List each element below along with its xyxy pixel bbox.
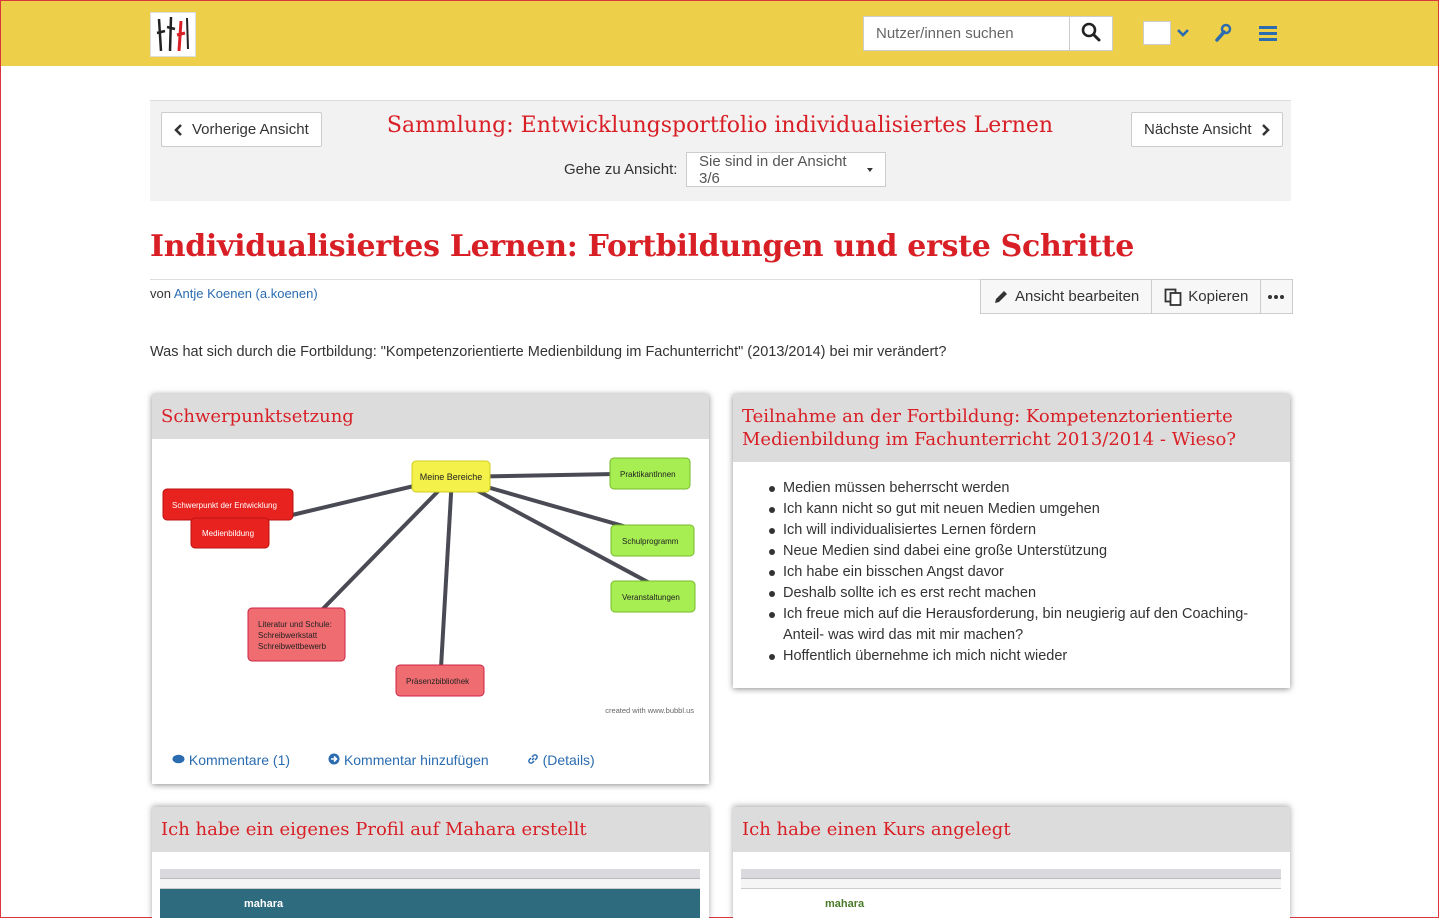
goto-view-label: Gehe zu Ansicht: [564,161,678,178]
link-icon [527,753,539,765]
collection-navigation [150,100,1291,201]
list-item: Ich kann nicht so gut mit neuen Medien umgehen [769,499,1258,520]
mahara-logo: mahara [244,898,284,910]
edit-view-button[interactable] [980,279,1152,314]
node-schwerpunkt-text: Schwerpunkt der Entwicklung [172,501,277,510]
reasons-block-title: Teilnahme an der Fortbildung: Kompetenztorientierte Medienbildung im Fachunterricht 2013/2014 - Wieso? [733,394,1290,462]
more-dots-icon [1268,295,1284,299]
list-item: Hoffentlich übernehme ich mich nicht wieder [769,646,1258,667]
previous-view-button[interactable] [161,112,322,147]
site-header [1,1,1438,66]
node-veranstaltungen [611,581,695,612]
author-line [150,286,318,301]
add-comment-link[interactable] [328,752,489,768]
copy-view-button[interactable] [1151,279,1261,314]
copy-view-label: Kopieren [1188,288,1249,305]
user-menu[interactable] [1143,19,1191,47]
search-icon [1081,22,1101,42]
profile-screenshot[interactable] [160,869,700,918]
list-item: Ich freue mich auf die Herausforderung, bin neugierig auf den Coaching-Anteil- was wird das mit mir machen? [769,604,1258,646]
mindmap-block-links [172,752,595,768]
browser-url-bar [741,879,1281,889]
mindmap-connectors [292,473,672,685]
chevron-left-icon [174,124,184,136]
node-literatur-line1: Literatur und Schule: [258,620,332,629]
mahara-header [160,889,700,918]
mindmap-block [152,394,709,784]
node-medienbildung-text: Medienbildung [202,529,255,538]
profile-block [152,807,709,918]
browser-url-bar [160,879,700,889]
comments-label: Kommentare (1) [188,752,291,768]
edit-view-label: Ansicht bearbeiten [1015,288,1140,305]
goto-view-select[interactable] [686,152,886,187]
browser-tabs [741,869,1281,879]
author-prefix: von [150,286,171,301]
page-title: Individualisiertes Lernen: Fortbildungen und erste Schritte [150,229,1135,264]
mindmap-credit: created with www.bubbl.us [605,706,694,715]
reasons-block [733,394,1290,688]
details-link[interactable] [527,752,595,768]
author-link[interactable]: Antje Koenen (a.koenen) [173,286,318,301]
caret-down-icon [867,168,873,172]
user-search-input[interactable] [863,16,1069,51]
list-item: Ich will individualisiertes Lernen fördern [769,520,1258,541]
course-screenshot[interactable] [741,869,1281,918]
node-medienbildung [191,518,269,548]
previous-view-label: Vorherige Ansicht [192,121,309,138]
mindmap-block-title: Schwerpunktsetzung [152,394,709,439]
collection-title: Sammlung: Entwicklungsportfolio individualisiertes Lernen [386,113,1054,138]
copy-icon [1164,288,1182,306]
details-label: (Details) [542,752,595,768]
node-praesenz [396,665,484,696]
course-block [733,807,1290,918]
search-button[interactable] [1069,16,1113,51]
chevron-right-icon [1260,124,1270,136]
add-comment-label: Kommentar hinzufügen [343,752,489,768]
node-schulprogramm [611,525,694,556]
mahara-header [741,889,1281,918]
list-item: Deshalb sollte ich es erst recht machen [769,583,1258,604]
node-veranstaltungen-text: Veranstaltungen [622,593,680,602]
avatar [1143,21,1171,45]
user-search [863,16,1113,51]
mindmap-image[interactable] [152,440,709,740]
node-literatur-line3: Schreibwettbewerb [258,642,327,651]
profile-block-title: Ich habe ein eigenes Profil auf Mahara erstellt [152,807,709,852]
node-center-text: Meine Bereiche [419,472,483,482]
view-actions [981,279,1293,314]
node-schwerpunkt [163,489,293,520]
page-description: Was hat sich durch die Fortbildung: "Kompetenzorientierte Medienbildung im Fachunterricht" (2013/2014) bei mir verändert? [150,344,947,360]
course-block-title: Ich habe einen Kurs angelegt [733,807,1290,852]
list-item: Medien müssen beherrscht werden [769,478,1258,499]
node-literatur [248,608,345,661]
node-schulprogramm-text: Schulprogramm [622,537,679,546]
logo-figures-icon [151,13,195,56]
node-praesenz-text: Präsenzbibliothek [406,677,470,686]
pencil-icon [993,289,1009,305]
chevron-down-icon [1176,28,1190,38]
hamburger-menu-icon[interactable] [1259,23,1277,43]
list-item: Ich habe ein bisschen Angst davor [769,562,1258,583]
list-item: Neue Medien sind dabei eine große Unterstützung [769,541,1258,562]
more-options-button[interactable] [1260,279,1293,314]
node-praktikanten [610,458,690,489]
arrow-circle-right-icon [328,753,340,765]
comments-link[interactable] [172,752,290,768]
wrench-icon[interactable] [1214,23,1232,43]
node-literatur-line2: Schreibwerkstatt [258,631,318,640]
browser-tabs [160,869,700,879]
comments-icon [172,754,185,765]
next-view-label: Nächste Ansicht [1144,121,1252,138]
goto-view-value: Sie sind in der Ansicht 3/6 [699,152,847,187]
node-praktikanten-text: PraktikantInnen [620,470,676,479]
mahara-logo: mahara [825,898,865,910]
next-view-button[interactable] [1131,112,1283,147]
reasons-list [733,462,1290,685]
node-center [412,461,490,492]
site-logo[interactable] [150,12,196,57]
